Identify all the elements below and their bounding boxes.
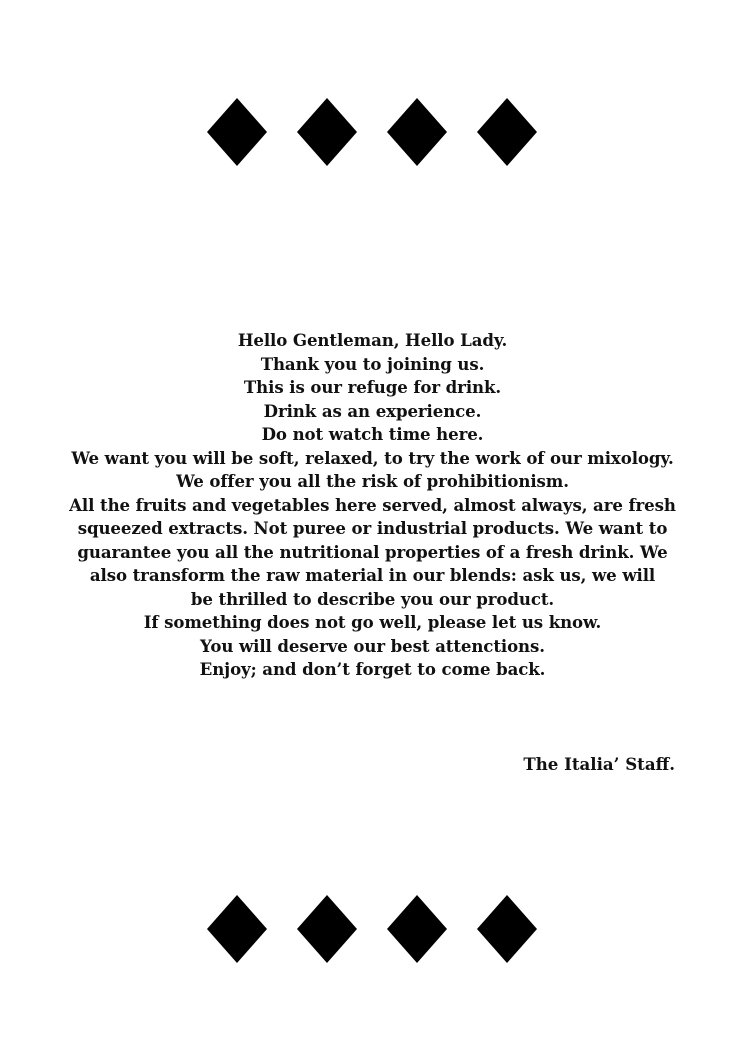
message-line: If something does not go well, please let us know.: [143, 612, 602, 632]
top-ornament-row: [0, 98, 745, 168]
message-line: be thrilled to describe you our product.: [190, 588, 555, 609]
message-line: All the fruits and vegetables here served, almost always, are fresh: [69, 494, 676, 515]
message-line: Thank you to joining us.: [260, 353, 485, 374]
diamond-icon: [297, 895, 357, 963]
message-line: We want you will be soft, relaxed, to try the work of our mixology.: [71, 447, 674, 468]
welcome-message: [40, 329, 705, 682]
message-line: You will deserve our best attenctions.: [200, 635, 545, 656]
message-line: Do not watch time here.: [261, 424, 484, 444]
message-line: Hello Gentleman, Hello Lady.: [237, 330, 508, 350]
message-line: Enjoy; and don’t forget to come back.: [199, 659, 546, 679]
diamond-icon: [477, 895, 537, 963]
diamond-icon: [297, 98, 357, 166]
diamond-icon: [387, 895, 447, 963]
message-line: Drink as an experience.: [263, 400, 482, 421]
message-line: also transform the raw material in our blends: ask us, we will: [89, 565, 656, 585]
message-line: guarantee you all the nutritional properties of a fresh drink. We: [77, 541, 668, 562]
diamond-icon: [477, 98, 537, 166]
staff-signature: The Italia’ Staff.: [523, 754, 675, 774]
message-line: We offer you all the risk of prohibitionism.: [176, 471, 569, 491]
diamond-icon: [387, 98, 447, 166]
diamond-icon: [207, 895, 267, 963]
message-line: This is our refuge for drink.: [243, 377, 502, 397]
bottom-ornament-row: [0, 895, 745, 965]
message-line: squeezed extracts. Not puree or industrial products. We want to: [77, 518, 668, 538]
diamond-icon: [207, 98, 267, 166]
